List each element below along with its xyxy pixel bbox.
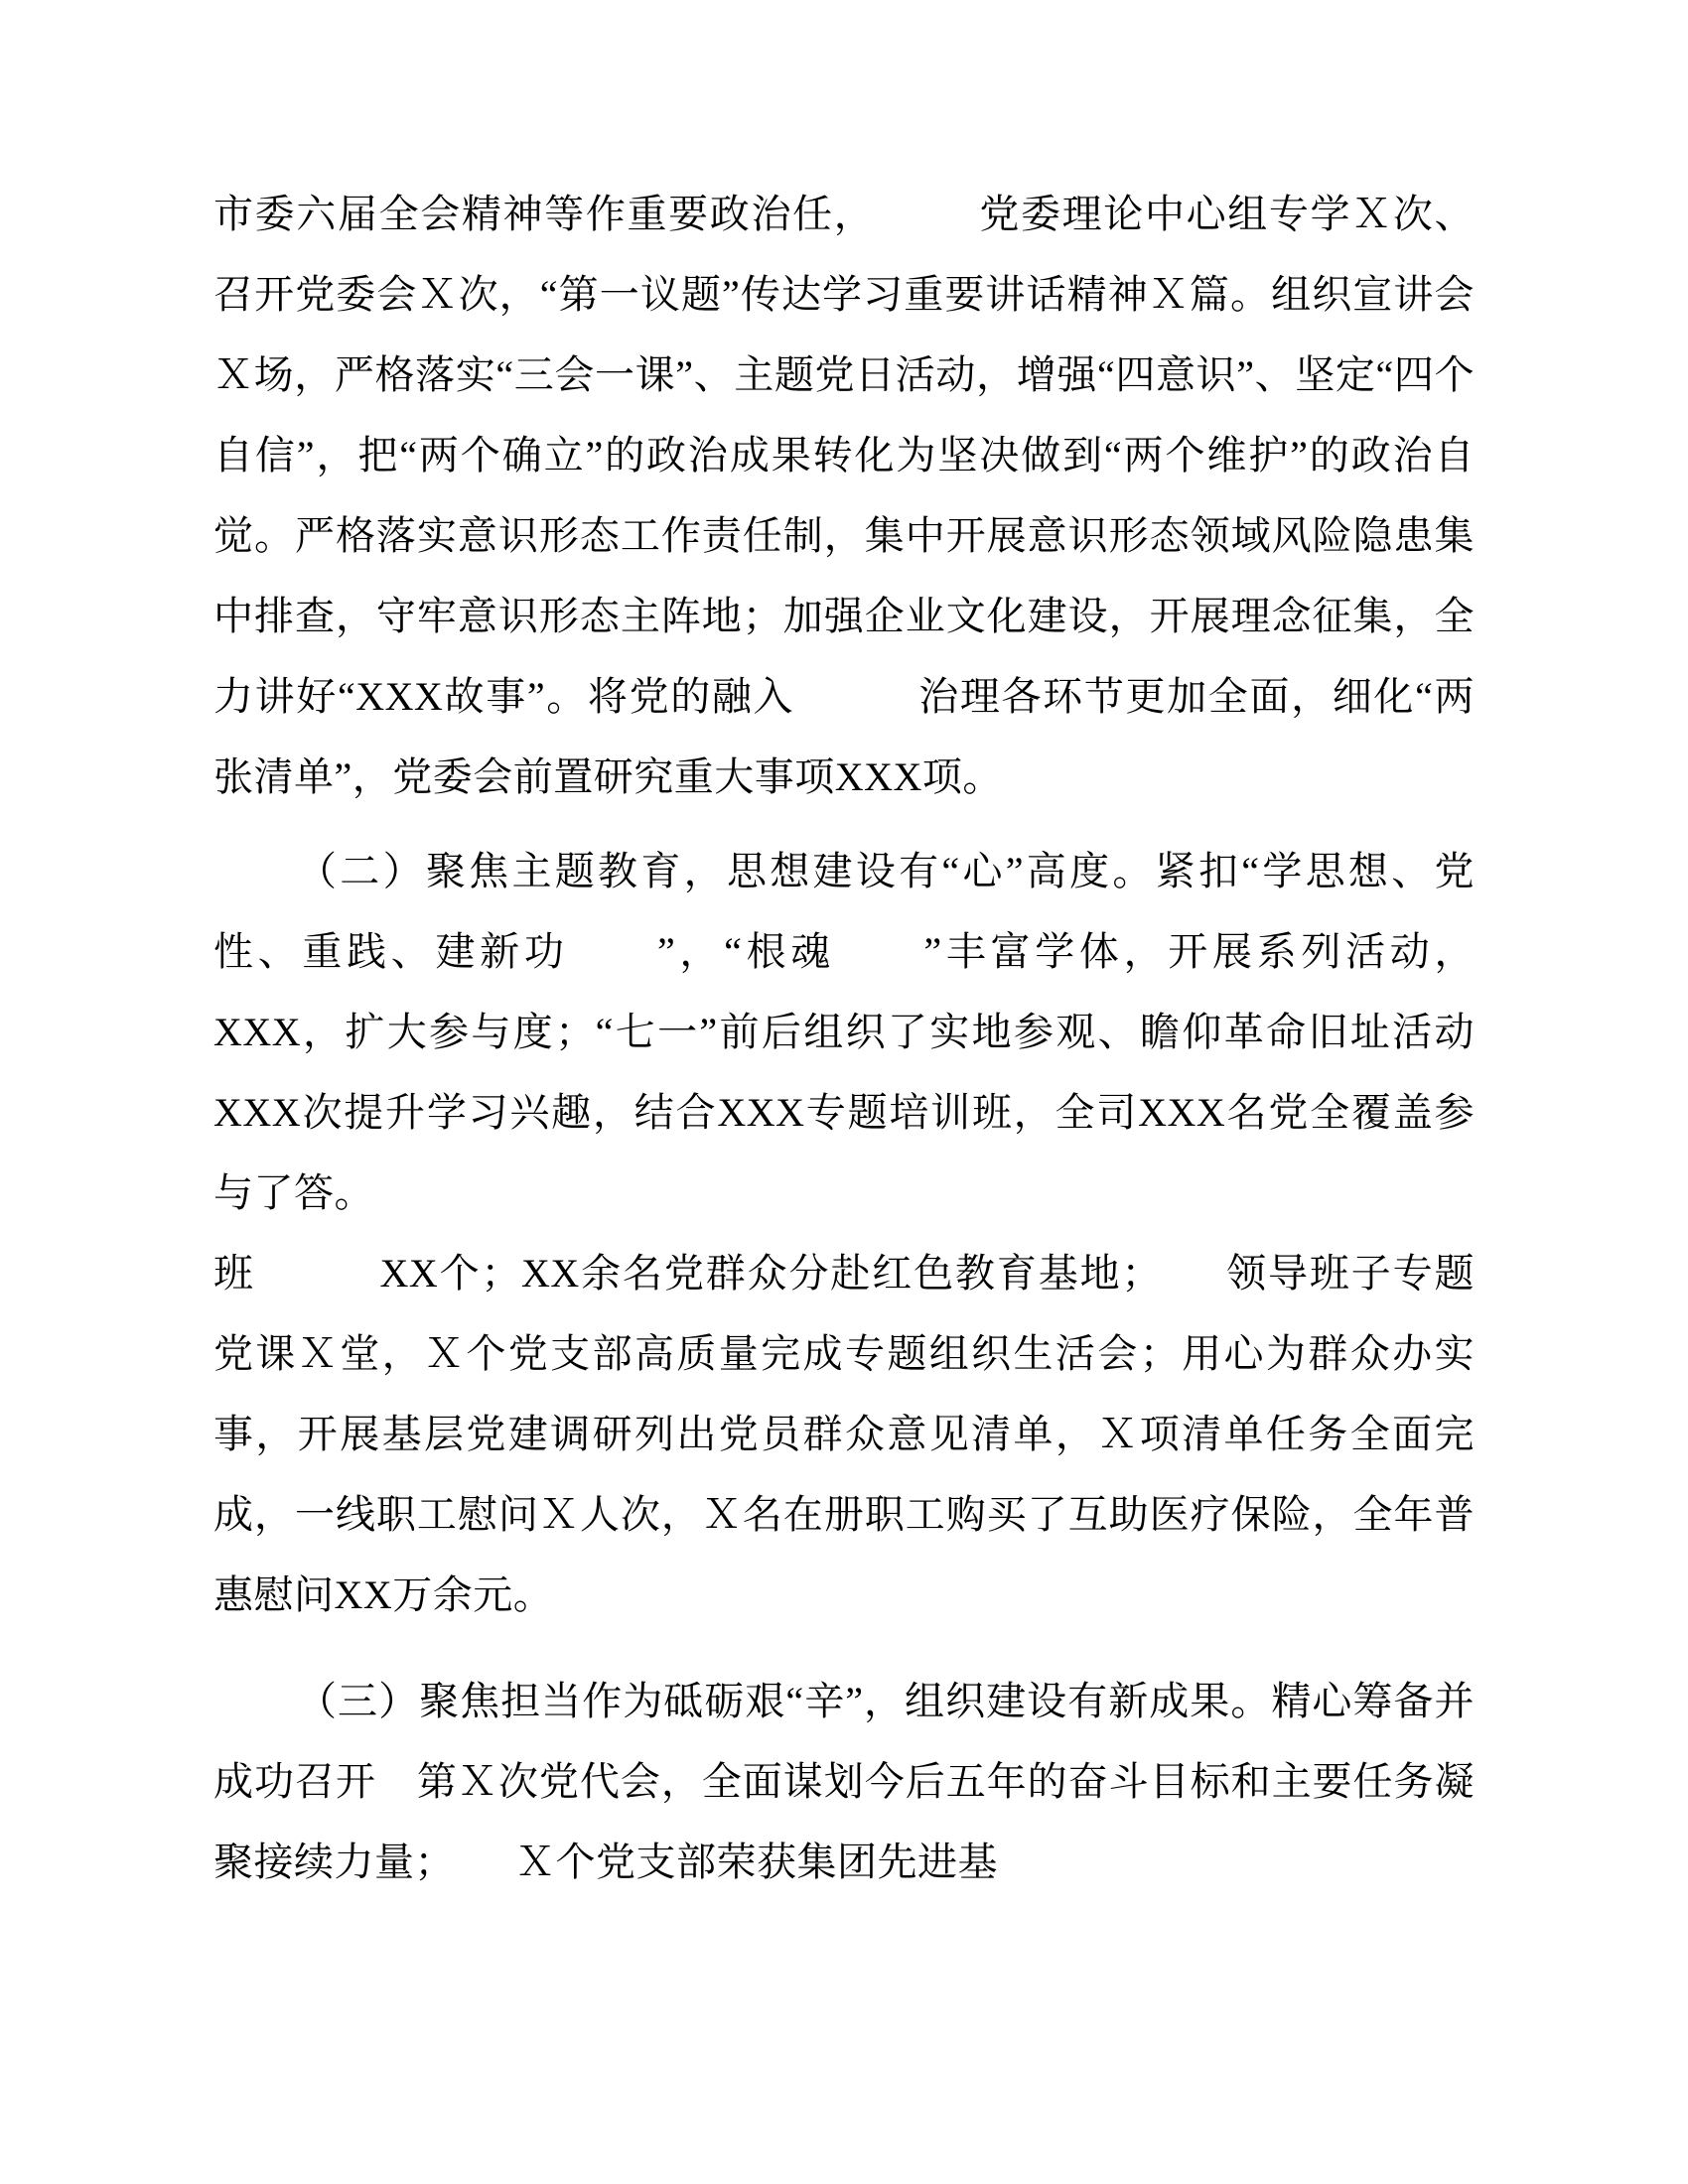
paragraph-intro-continued: 市委六届全会精神等作重要政治任， 党委理论中心组专学Ｘ次、召开党委会Ｘ次，“第一议题”传达学习重要讲话精神Ｘ篇。组织宣讲会Ｘ场，严格落实“三会一课”、主题党日活动，增强“四意识”、坚定“四个自信”，把“两个确立”的政治成果转化为坚决做到“两个维护”的政治自觉。严格落实意识形态工作责任制，集中开展意识形态领域风险隐患集中排查，守牢意识形态主阵地；加强企业文化建设，开展理念征集，全力讲好“XXX故事”。将党的融入 治理各环节更加全面，细化“两张清单”，党委会前置研究重大事项XXX项。 — [213, 192, 1475, 799]
paragraph-section-two: （二）聚焦主题教育，思想建设有“心”高度。紧扣“学思想、党性、重践、建新功 ”，“根魂 ”丰富学体，开展系列活动，XXX，扩大参与度；“七一”前后组织了实地参观、瞻仰革命旧址活动XXX次提升学习兴趣，结合XXX专题培训班，全司XXX名党全覆盖参与了答。 — [213, 849, 1475, 1215]
paragraph-spacer — [213, 817, 1475, 831]
paragraph-spacer-2 — [213, 1635, 1475, 1661]
paragraph-section-two-continued: 班 XX个；XX余名党群众分赴红色教育基地； 领导班子专题党课Ｘ堂，Ｘ个党支部高质量完成专题组织生活会；用心为群众办实事，开展基层党建调研列出党员群众意见清单，Ｘ项清单任务全面完成，一线职工慰问Ｘ人次，Ｘ名在册职工购买了互助医疗保险，全年普惠慰问XX万余元。 — [213, 1251, 1475, 1617]
paragraph-section-three: （三）聚焦担当作为砥砺艰“辛”，组织建设有新成果。精心筹备并成功召开 第Ｘ次党代会，全面谋划今后五年的奋斗目标和主要任务凝聚接续力量； Ｘ个党支部荣获集团先进基 — [213, 1679, 1475, 1884]
document-body — [213, 174, 1475, 1902]
